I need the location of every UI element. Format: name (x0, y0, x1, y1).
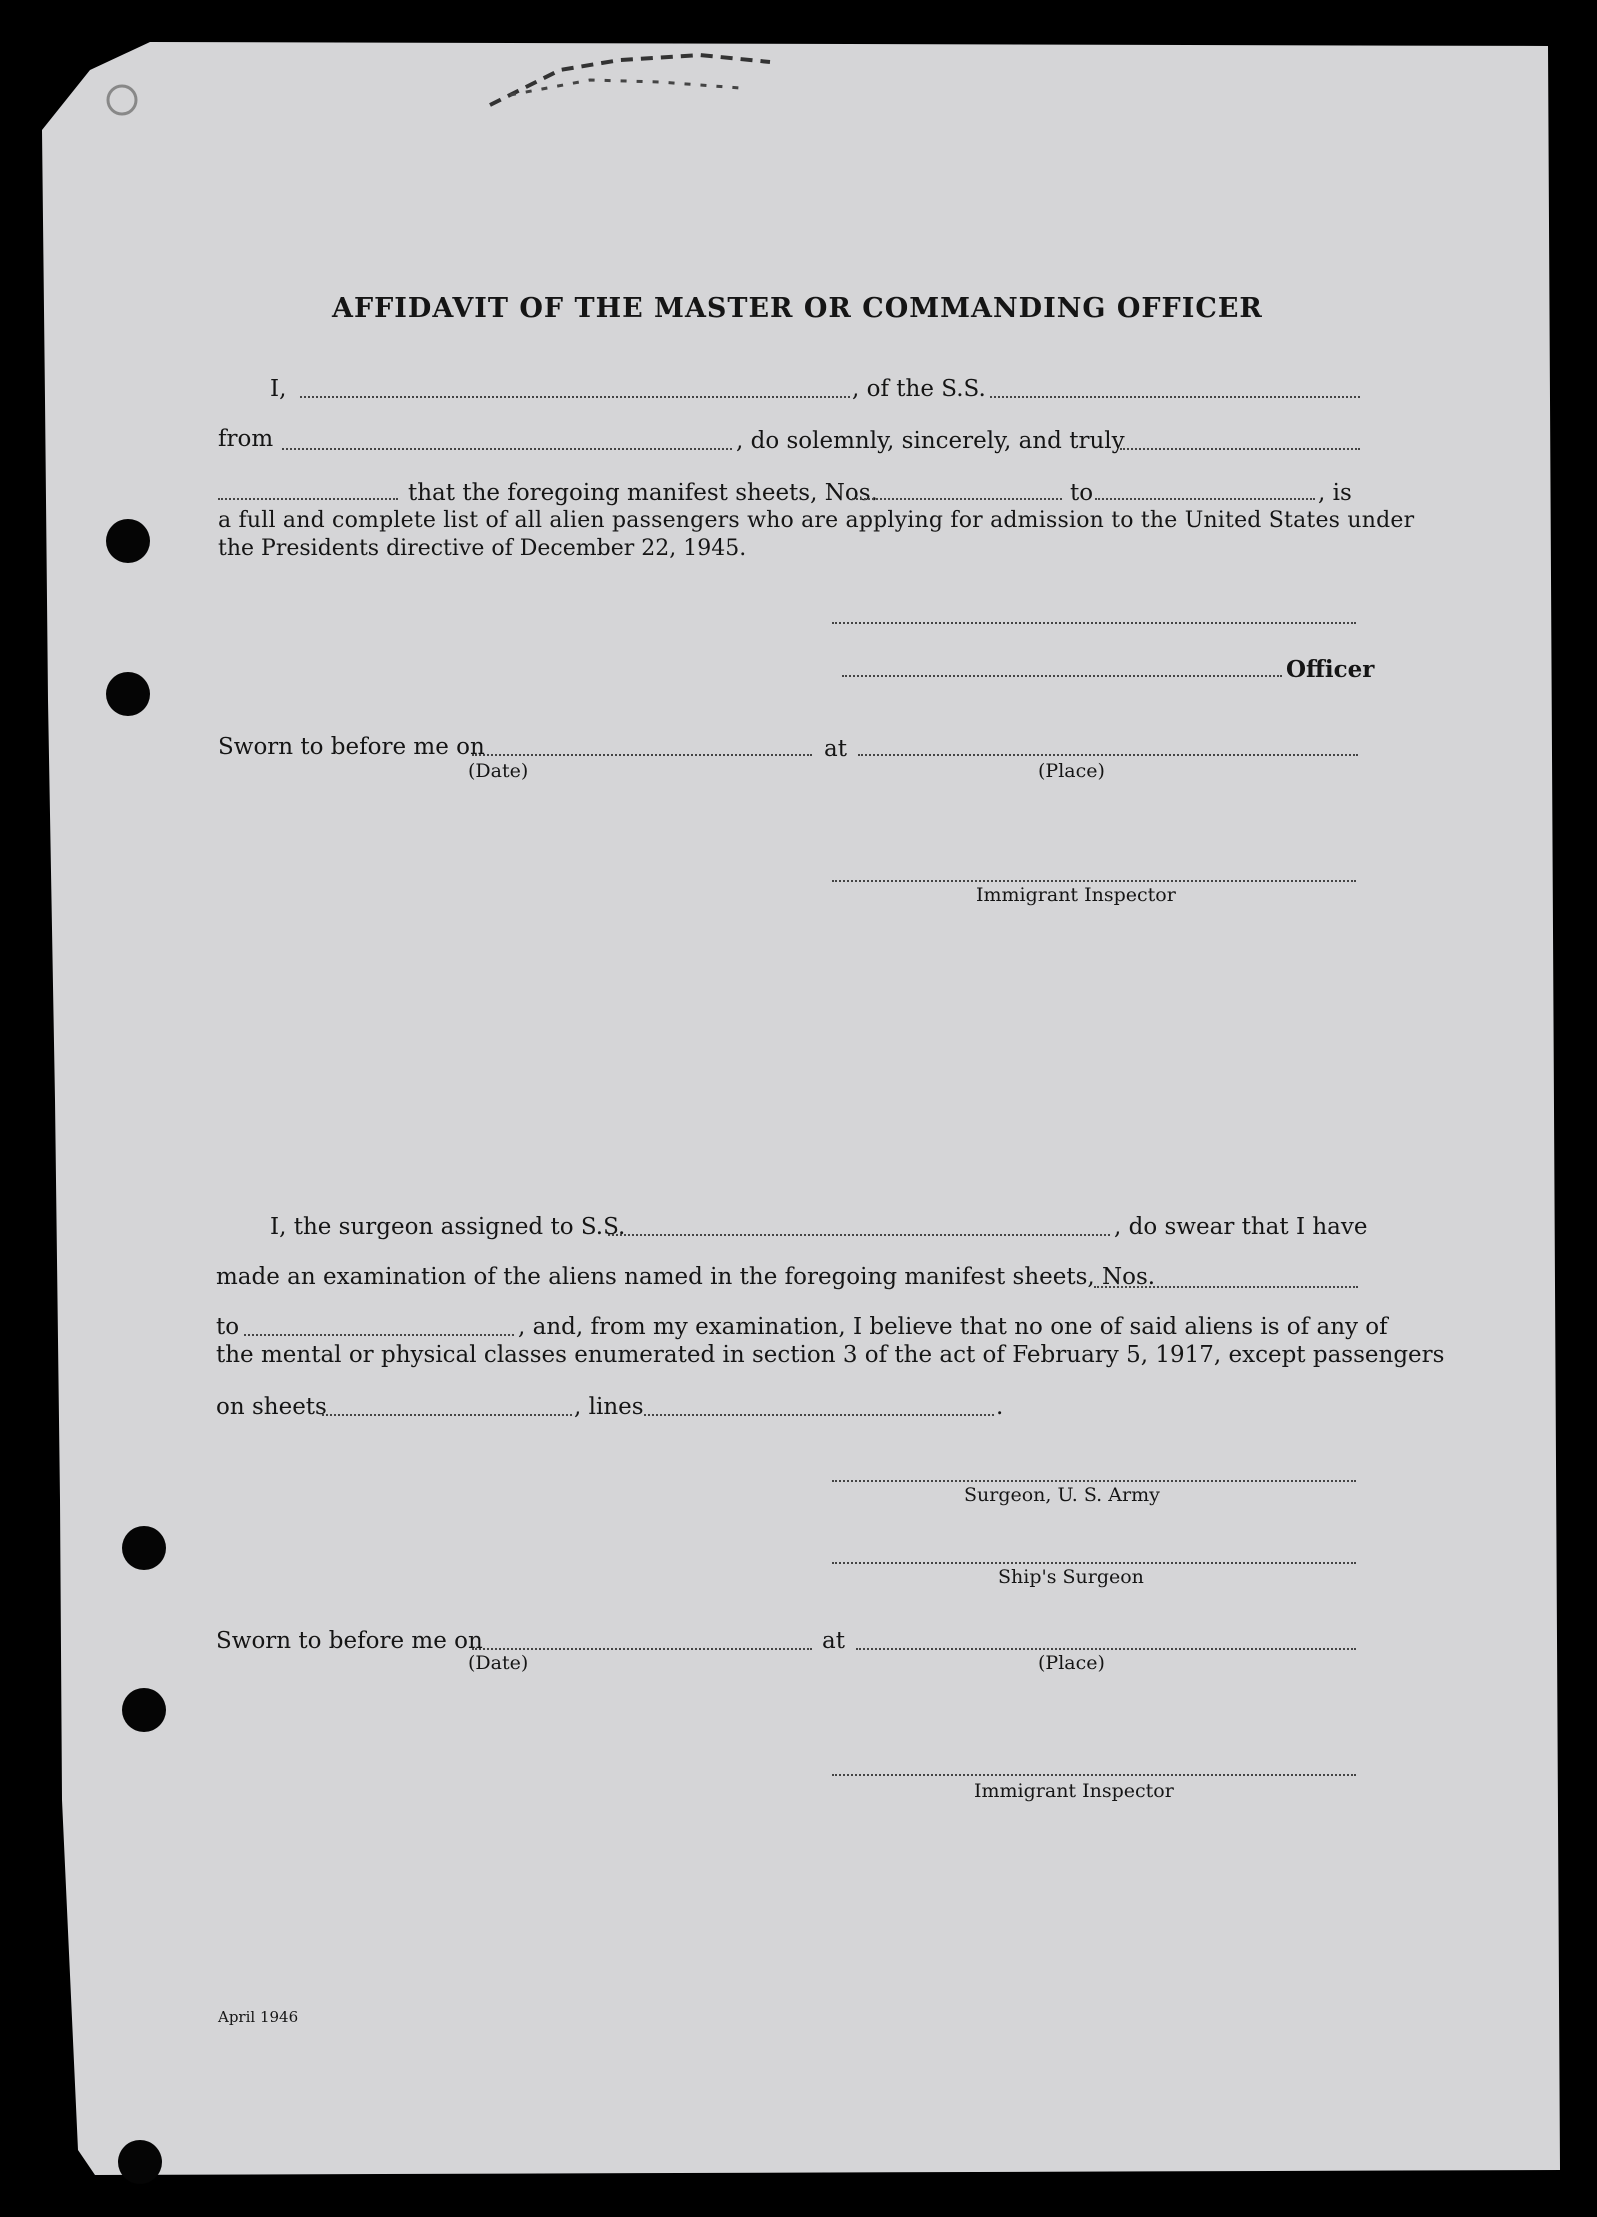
sworn2-at-label: at (822, 1628, 845, 1654)
ships-surgeon-caption: Ship's Surgeon (998, 1566, 1144, 1588)
binder-hole (118, 2140, 162, 2184)
i-label: I, (270, 376, 287, 402)
surgeon-line4: the mental or physical classes enumerated in section 3 of the act of February 5, 1917, except passengers (216, 1342, 1445, 1368)
sworn2-label: Sworn to before me on (216, 1628, 483, 1654)
master-signature-line[interactable] (832, 622, 1356, 624)
inspector2-caption: Immigrant Inspector (974, 1780, 1174, 1802)
binder-hole (106, 519, 150, 563)
sheets-from-field[interactable] (852, 498, 1062, 500)
ship-name-field[interactable] (990, 396, 1360, 398)
inspector-signature-line[interactable] (832, 880, 1356, 882)
surgeon-line2: made an examination of the aliens named in the foregoing manifest sheets, Nos. (216, 1264, 1156, 1290)
surgeon-sheets-from-field[interactable] (1094, 1286, 1358, 1288)
place2-caption: (Place) (1038, 1652, 1105, 1674)
of-ss-label: , of the S.S. (852, 376, 986, 402)
form-title: AFFIDAVIT OF THE MASTER OR COMMANDING OFFICER (332, 293, 1263, 324)
surgeon-to-label: to (216, 1314, 240, 1340)
master-line4: a full and complete list of all alien passengers who are applying for admission to the United States under (218, 508, 1415, 533)
sworn-label: Sworn to before me on (218, 734, 485, 760)
binder-hole (106, 672, 150, 716)
sworn-place-field[interactable] (858, 754, 1358, 756)
to-label: to (1070, 480, 1094, 506)
date2-caption: (Date) (468, 1652, 529, 1674)
army-surgeon-caption: Surgeon, U. S. Army (964, 1484, 1160, 1506)
officer-signature-line[interactable] (842, 675, 1282, 677)
sheets-to-field[interactable] (1095, 498, 1315, 500)
is-text: , is (1318, 480, 1352, 506)
sworn-date-field[interactable] (472, 754, 812, 756)
sworn2-date-field[interactable] (472, 1648, 812, 1650)
inspector2-signature-line[interactable] (832, 1774, 1356, 1776)
form-revision-date: April 1946 (218, 2008, 299, 2026)
paper-sheet (42, 42, 1560, 2175)
lines-period: . (996, 1394, 1004, 1420)
oath-type-field-2[interactable] (218, 498, 398, 500)
surgeon-ship-field[interactable] (608, 1234, 1110, 1236)
officer-label: Officer (1286, 656, 1375, 683)
date-caption: (Date) (468, 760, 529, 782)
surgeon-line1b: , do swear that I have (1114, 1214, 1368, 1240)
master-name-field[interactable] (300, 396, 850, 398)
surgeon-line3b: , and, from my examination, I believe that no one of said aliens is of any of (518, 1314, 1388, 1340)
surgeon-line1a: I, the surgeon assigned to S.S. (270, 1214, 626, 1240)
from-port-field[interactable] (282, 448, 732, 450)
except-lines-field[interactable] (644, 1414, 994, 1416)
master-line5: the Presidents directive of December 22, 1945. (218, 536, 747, 561)
sworn2-place-field[interactable] (856, 1648, 1356, 1650)
from-label: from (218, 426, 274, 452)
place-caption: (Place) (1038, 760, 1105, 782)
army-surgeon-signature-line[interactable] (832, 1480, 1356, 1482)
inspector-caption: Immigrant Inspector (976, 884, 1176, 906)
oath-type-field[interactable] (1120, 448, 1360, 450)
on-sheets-label: on sheets (216, 1394, 327, 1420)
ships-surgeon-signature-line[interactable] (832, 1562, 1356, 1564)
surgeon-sheets-to-field[interactable] (244, 1334, 514, 1336)
foregoing-text: that the foregoing manifest sheets, Nos. (408, 480, 878, 506)
binder-hole (122, 1526, 166, 1570)
binder-hole (122, 1688, 166, 1732)
sworn-at-label: at (824, 736, 847, 762)
lines-label: , lines (574, 1394, 644, 1420)
except-sheets-field[interactable] (322, 1414, 572, 1416)
solemnly-text: , do solemnly, sincerely, and truly (736, 428, 1125, 454)
